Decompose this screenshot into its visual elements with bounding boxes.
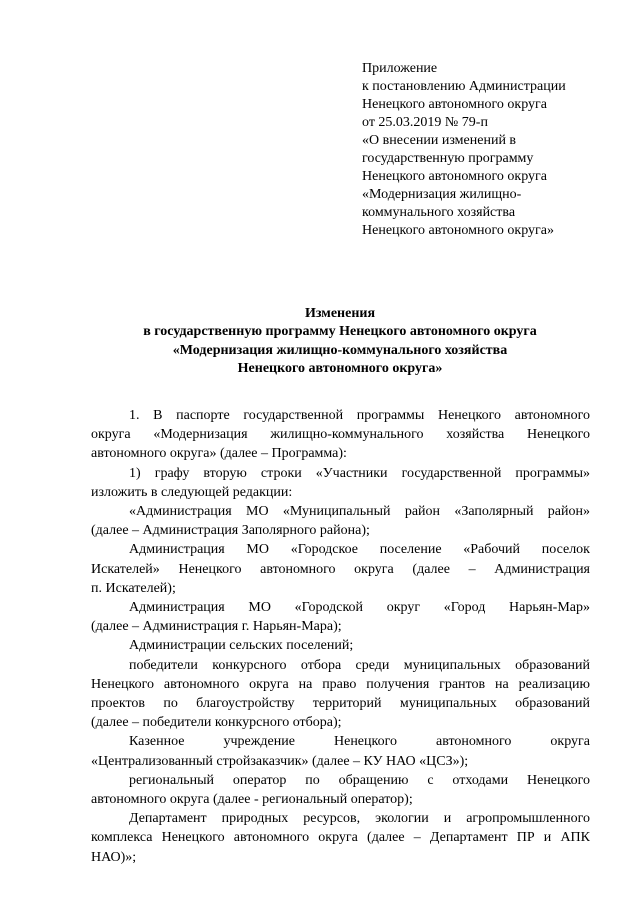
- appendix-line: от 25.03.2019 № 79-п: [362, 115, 488, 130]
- paragraph-department: [91, 809, 590, 867]
- paragraph-column-two: [91, 464, 590, 502]
- appendix-line: государственную программу: [362, 151, 534, 166]
- title-line: Изменения: [304, 306, 376, 321]
- text-line: 1) графу вторую строки «Участники государственной программы»: [129, 465, 590, 481]
- text-line: Департамент природных ресурсов, экологии и агропромышленного: [129, 811, 590, 827]
- paragraph-ku-nao: [91, 732, 590, 770]
- title-line: Ненецкого автономного округа»: [237, 360, 443, 376]
- text-line: изложить в следующей редакции:: [91, 484, 293, 500]
- text-line: региональный оператор по обращению с отходами Ненецкого: [129, 772, 590, 788]
- text-line: «Централизованный стройзаказчик» (далее – КУ НАО «ЦСЗ»);: [91, 753, 469, 769]
- appendix-line: Ненецкого автономного округа: [362, 97, 547, 112]
- text-line: Администрация МО «Городской округ «Город Нарьян-Мар»: [129, 600, 590, 616]
- text-line: проектов по благоустройству территорий муниципальных образований: [91, 696, 590, 712]
- text-line: «Администрация МО «Муниципальный район «Заполярный район»: [129, 504, 590, 520]
- paragraph-zapolyarny: [91, 502, 590, 540]
- text-line: (далее – Администрация г. Нарьян-Мара);: [91, 619, 342, 635]
- text-line: 1. В паспорте государственной программы Ненецкого автономного: [129, 408, 590, 423]
- paragraph-rural: [91, 636, 590, 655]
- document-body: [91, 406, 590, 867]
- paragraph-passport: [91, 406, 590, 464]
- appendix-line: коммунального хозяйства: [362, 205, 516, 220]
- appendix-line: «Модернизация жилищно-: [362, 187, 522, 202]
- appendix-line: к постановлению Администрации: [362, 79, 566, 94]
- text-line: (далее – Администрация Заполярного района);: [91, 523, 370, 539]
- appendix-line: «О внесении изменений в: [362, 133, 517, 148]
- appendix-block: [362, 60, 622, 240]
- text-line: автономного округа» (далее – Программа):: [91, 446, 347, 462]
- text-line: (далее – победители конкурсного отбора);: [91, 715, 342, 731]
- appendix-line: Приложение: [362, 61, 438, 76]
- text-line: Администрация МО «Городское поселение «Рабочий поселок: [129, 542, 590, 558]
- appendix-line: Ненецкого автономного округа»: [362, 223, 554, 238]
- title-line: в государственную программу Ненецкого автономного округа: [143, 324, 537, 340]
- text-line: Казенное учреждение Ненецкого автономного округа: [129, 734, 590, 750]
- paragraph-naryan-mar: [91, 598, 590, 636]
- text-line: НАО)»;: [91, 849, 137, 865]
- title-line: «Модернизация жилищно-коммунального хозяйства: [172, 342, 508, 358]
- text-line: автономного округа (далее - региональный оператор);: [91, 792, 413, 808]
- text-line: Искателей» Ненецкого автономного округа (далее – Администрация: [91, 561, 590, 577]
- document-title: [60, 305, 620, 378]
- paragraph-contest-winners: [91, 656, 590, 733]
- text-line: п. Искателей);: [91, 580, 176, 596]
- text-line: Ненецкого автономного округа на право получения грантов на реализацию: [91, 676, 590, 692]
- paragraph-regional-operator: [91, 771, 590, 809]
- text-line: победители конкурсного отбора среди муниципальных образований: [129, 657, 590, 673]
- text-line: комплекса Ненецкого автономного округа (далее – Департамент ПР и АПК: [91, 830, 590, 846]
- paragraph-iskateley: [91, 540, 590, 598]
- text-line: округа «Модернизация жилищно-коммунального хозяйства Ненецкого: [91, 427, 590, 443]
- text-line: Администрации сельских поселений;: [129, 638, 354, 654]
- appendix-line: Ненецкого автономного округа: [362, 169, 547, 184]
